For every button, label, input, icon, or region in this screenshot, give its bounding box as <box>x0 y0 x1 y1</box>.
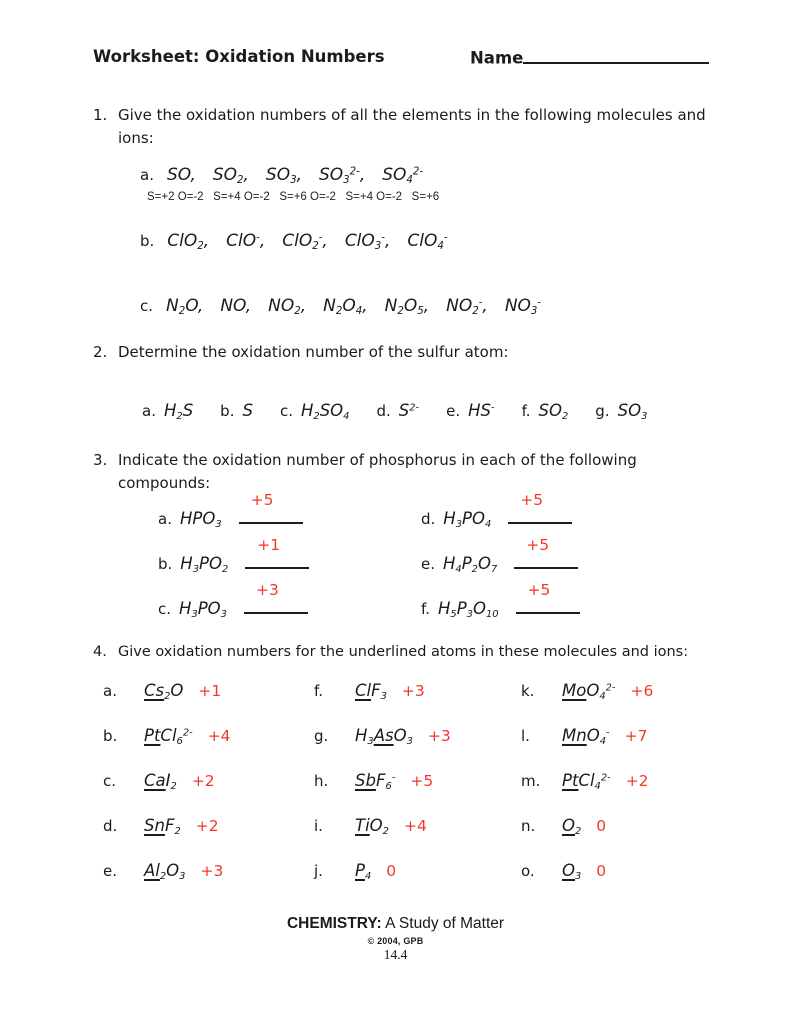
answer-blank <box>508 491 572 524</box>
oxidation-answer: +6 <box>630 682 654 700</box>
chemical-formula: $H_3AsO_3$ <box>355 726 413 747</box>
chemical-formula: $Cs_2O$ <box>144 681 184 702</box>
oxidation-answer: +5 <box>410 772 434 790</box>
answer-blank <box>245 536 309 569</box>
chemical-formula: CaI$_2$ <box>144 771 177 792</box>
oxidation-answer: +5 <box>526 536 550 554</box>
copyright: © 2004, GPB <box>367 936 424 946</box>
chemical-formula: MnO$_4$- <box>562 726 610 747</box>
q4-item-c: c. CaI$_2$ +2 <box>103 771 215 792</box>
chemical-formula: $HPO_3$ <box>179 509 222 530</box>
question-number: 2. <box>93 343 108 361</box>
question-2 <box>93 341 713 364</box>
q4-item-b: b. PtCl$_6^{2-}$ +4 <box>103 726 231 747</box>
q1-part-c <box>140 296 541 317</box>
chemical-formula: PtCl$_6^{2-}$ <box>144 726 193 747</box>
q4-item-m: m. PtCl$_4^{2-}$ +2 <box>521 771 649 792</box>
q4-column-3 <box>521 681 653 906</box>
chemical-formula: $O_3$ <box>562 861 582 882</box>
chemical-formula: $P_4$ <box>355 861 372 882</box>
answer-blank <box>514 536 578 569</box>
q4-item-h: h. SbF$_6$- +5 <box>314 771 434 792</box>
answer-blank <box>244 581 308 614</box>
q4-item-f: f. ClF$_3$ +3 <box>314 681 425 702</box>
chemical-formula: HS- <box>468 401 495 420</box>
q3-item-e: e. $H_4P_2O_7$ +5 <box>421 551 580 572</box>
chemical-formula: SbF$_6$- <box>355 771 396 792</box>
answer-blank <box>239 491 303 524</box>
question-text: Give oxidation numbers for the underlined atoms in these molecules and ions: <box>118 644 689 660</box>
oxidation-answer: +3 <box>401 682 425 700</box>
chemical-formula: $H_3PO_4$ <box>443 509 492 530</box>
oxidation-answer: +4 <box>207 727 231 745</box>
question-1 <box>93 104 713 150</box>
q4-column-1 <box>103 681 231 906</box>
question-number: 1. <box>93 106 108 124</box>
series-title: CHEMISTRY: A Study of Matter <box>286 915 505 932</box>
q2-items <box>142 401 647 422</box>
q4-item-a: a. $Cs_2O +1$ <box>103 681 222 702</box>
oxidation-answer: +2 <box>195 817 219 835</box>
q2-item-f: f. $SO_2$ <box>521 401 569 422</box>
q1-part-b <box>140 231 448 252</box>
chemical-formula: $H_2S$ <box>163 401 194 422</box>
q3-item-b: b. $H_3PO_2$ +1 <box>158 551 309 572</box>
q3-item-a: a. $HPO_3$ +5 <box>158 506 309 527</box>
chemical-formula: MoO$_4^{2-}$ <box>562 681 616 702</box>
q3-item-f: f. $H_5P_3O_{10}$ +5 <box>421 596 580 617</box>
oxidation-answer: +2 <box>625 772 649 790</box>
chemical-formula: S <box>242 401 253 420</box>
oxidation-answer: +3 <box>427 727 451 745</box>
q3-item-d: d. $H_3PO_4$ +5 <box>421 506 580 527</box>
oxidation-answer: 0 <box>596 862 607 880</box>
q4-item-i: i. TiO$_2$ +4 <box>314 816 427 837</box>
question-4 <box>93 641 713 664</box>
question-3 <box>93 449 713 495</box>
q2-item-c: c. $H_2SO_4$ <box>279 401 350 422</box>
question-text: Indicate the oxidation number of phosphorus in each of the following compounds: <box>118 451 637 492</box>
q4-item-l: l. MnO$_4$- +7 <box>521 726 648 747</box>
chemical-formula: $SO_2$ <box>538 401 569 422</box>
name-blank-line <box>523 47 709 64</box>
chemical-formula: ClF$_3$ <box>355 681 387 702</box>
q4-item-n: n. $O_2$ 0 <box>521 816 607 837</box>
q4-item-k: k. MoO$_4^{2-}$ +6 <box>521 681 654 702</box>
chemical-formula: $Al_2O_3$ <box>144 861 186 882</box>
formula-list: $N_2O$, NO, $NO_2$, $N_2O_4$, $N_2O_5$, $NO_2^-$, $NO_3^-$ <box>166 296 542 318</box>
q3-left-column <box>158 491 309 641</box>
oxidation-answer: +1 <box>198 682 222 700</box>
formula-list: SO, $SO_2$, $SO_3$, $SO_3^{2-}$, $SO_4^{2-}$ <box>166 165 424 187</box>
q4-item-j: j. $P_4$ 0 <box>314 861 397 882</box>
answer-blank <box>516 581 580 614</box>
chemical-formula: $H_4P_2O_7$ <box>443 554 498 575</box>
q1-part-a <box>140 165 423 186</box>
page-title: Worksheet: Oxidation Numbers <box>93 47 385 66</box>
oxidation-answer: +4 <box>403 817 427 835</box>
oxidation-answer: 0 <box>596 817 607 835</box>
chemical-formula: $H_5P_3O_{10}$ <box>437 599 499 620</box>
q4-item-g: g. $H_3AsO_3 +3$ <box>314 726 451 747</box>
question-text: Determine the oxidation number of the sulfur atom: <box>118 343 509 361</box>
oxidation-answer: 0 <box>386 862 397 880</box>
chemical-formula: TiO$_2$ <box>355 816 389 837</box>
q3-right-column <box>421 491 580 641</box>
chemical-formula: $H_3PO_3$ <box>179 599 227 620</box>
chemical-formula: PtCl$_4^{2-}$ <box>562 771 611 792</box>
q2-item-g: g. $SO_3$ <box>595 401 648 422</box>
chemical-formula: $H_3PO_2$ <box>180 554 229 575</box>
oxidation-answer: +2 <box>191 772 215 790</box>
part-label: c. <box>140 297 154 315</box>
part-label: b. <box>140 232 155 250</box>
chemical-formula: $O_2$ <box>562 816 582 837</box>
chemical-formula: SnF$_2$ <box>144 816 181 837</box>
question-text: Give the oxidation numbers of all the elements in the following molecules and ions: <box>118 106 706 147</box>
q2-item-e: e. HS- <box>446 401 495 420</box>
name-label: Name <box>470 48 524 68</box>
oxidation-answer: +7 <box>624 727 648 745</box>
q4-item-e: e. $Al_2O_3 +3$ <box>103 861 224 882</box>
oxidation-answer: +3 <box>200 862 224 880</box>
q3-item-c: c. $H_3PO_3$ +3 <box>158 596 309 617</box>
question-number: 4. <box>93 644 107 660</box>
oxidation-answer: +3 <box>255 581 279 599</box>
name-field <box>470 47 709 68</box>
oxidation-answer: +5 <box>527 581 551 599</box>
page-footer <box>0 915 791 963</box>
q1a-answer-work: S=+2 O=-2 S=+4 O=-2 S=+6 O=-2 S=+4 O=-2 S=+6 <box>147 191 440 203</box>
q4-column-2 <box>314 681 451 906</box>
q4-item-d: d. SnF$_2$ +2 <box>103 816 219 837</box>
part-label: a. <box>140 166 154 184</box>
chemical-formula: $SO_3$ <box>617 401 648 422</box>
page-number: 14.4 <box>383 947 408 962</box>
q2-item-d: d. $S^{2-}$ <box>376 401 420 420</box>
oxidation-answer: +1 <box>257 536 281 554</box>
chemical-formula: $H_2SO_4$ <box>300 401 350 422</box>
q2-item-b: b. S <box>220 401 253 420</box>
q4-item-o: o. $O_3$ 0 <box>521 861 607 882</box>
oxidation-answer: +5 <box>520 491 544 509</box>
question-number: 3. <box>93 451 108 469</box>
chemical-formula: $S^{2-}$ <box>398 401 420 420</box>
q2-item-a: a. $H_2S$ <box>142 401 194 422</box>
oxidation-answer: +5 <box>250 491 274 509</box>
formula-list: ClO$_2$, ClO-, ClO$_2$-, ClO$_3$-, ClO$_4$- <box>167 231 448 253</box>
